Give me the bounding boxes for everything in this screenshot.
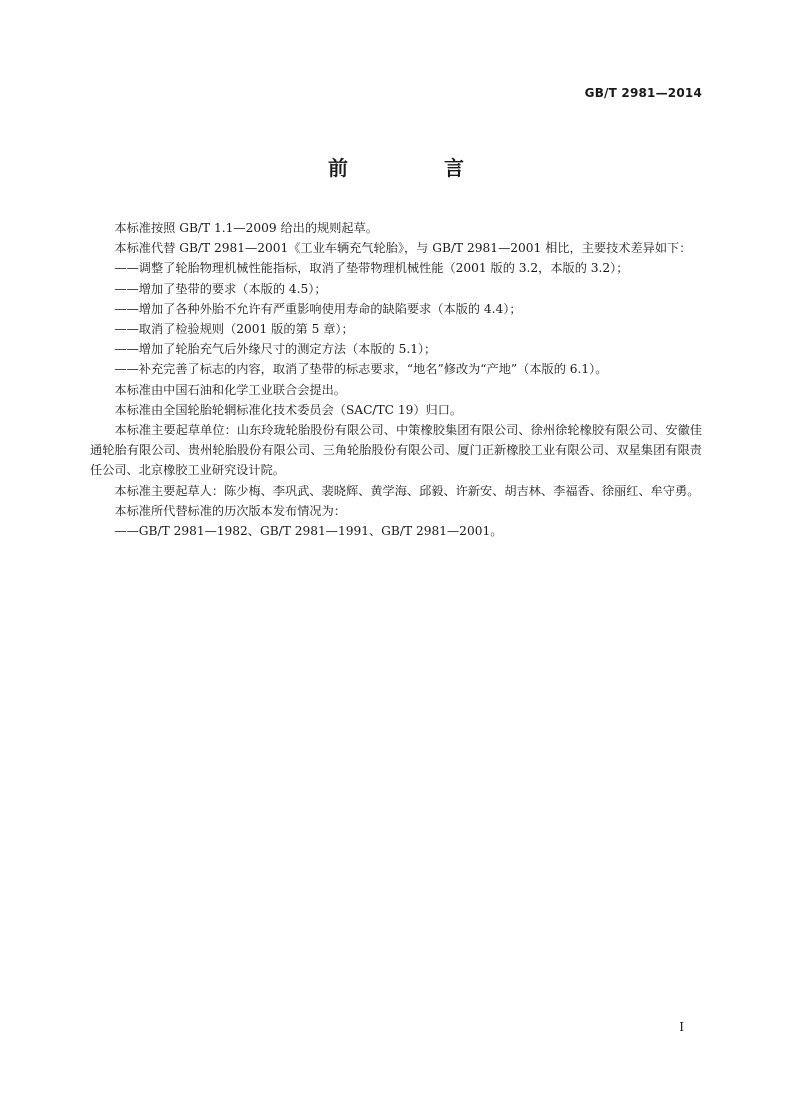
change-item: ——补充完善了标志的内容，取消了垫带的标志要求，“地名”修改为“产地”（本版的 6.1）。 <box>114 362 608 377</box>
paragraph-proposed-by: 本标准由中国石油和化学工业联合会提出。 <box>114 382 346 397</box>
paragraph-drafting-units: 本标准主要起草单位：山东玲珑轮胎股份有限公司、中策橡胶集团有限公司、徐州徐轮橡胶有限公司、安徽佳通轮胎有限公司、贵州轮胎股份有限公司、三角轮胎股份有限公司、厦门正新橡胶工业有限公司、双星集团有限责任公司、北京橡胶工业研究设计院。 <box>90 423 702 478</box>
paragraph-replaces: 本标准代替 GB/T 2981—2001《工业车辆充气轮胎》，与 GB/T 2981—2001 相比，主要技术差异如下： <box>114 241 692 256</box>
page-title: 前 言 <box>328 156 502 180</box>
history-item: ——GB/T 2981—1982、GB/T 2981—1991、GB/T 2981—2001。 <box>114 524 503 539</box>
paragraph-drafting-rules: 本标准按照 GB/T 1.1—2009 给出的规则起草。 <box>114 221 378 235</box>
standard-code: GB/T 2981—2014 <box>584 86 702 100</box>
change-item: ——增加了轮胎充气后外缘尺寸的测定方法（本版的 5.1）； <box>114 342 437 357</box>
foreword-body <box>90 218 702 541</box>
change-item: ——增加了垫带的要求（本版的 4.5）； <box>114 281 327 296</box>
paragraph-under-jurisdiction: 本标准由全国轮胎轮辋标准化技术委员会（SAC/TC 19）归口。 <box>114 402 463 417</box>
change-item: ——取消了检验规则（2001 版的第 5 章）； <box>114 322 354 337</box>
paragraph-drafters: 本标准主要起草人：陈少梅、李巩武、裴晓辉、黄学海、邱毅、许新安、胡吉林、李福香、徐丽红、牟守勇。 <box>114 483 700 498</box>
change-item: ——调整了轮胎物理机械性能指标，取消了垫带物理机械性能（2001 版的 3.2，本版的 3.2）； <box>114 261 629 276</box>
page-number: I <box>679 1020 684 1034</box>
paragraph-history-intro: 本标准所代替标准的历次版本发布情况为： <box>114 503 346 518</box>
change-item: ——增加了各种外胎不允许有严重影响使用寿命的缺陷要求（本版的 4.4）； <box>114 301 522 316</box>
